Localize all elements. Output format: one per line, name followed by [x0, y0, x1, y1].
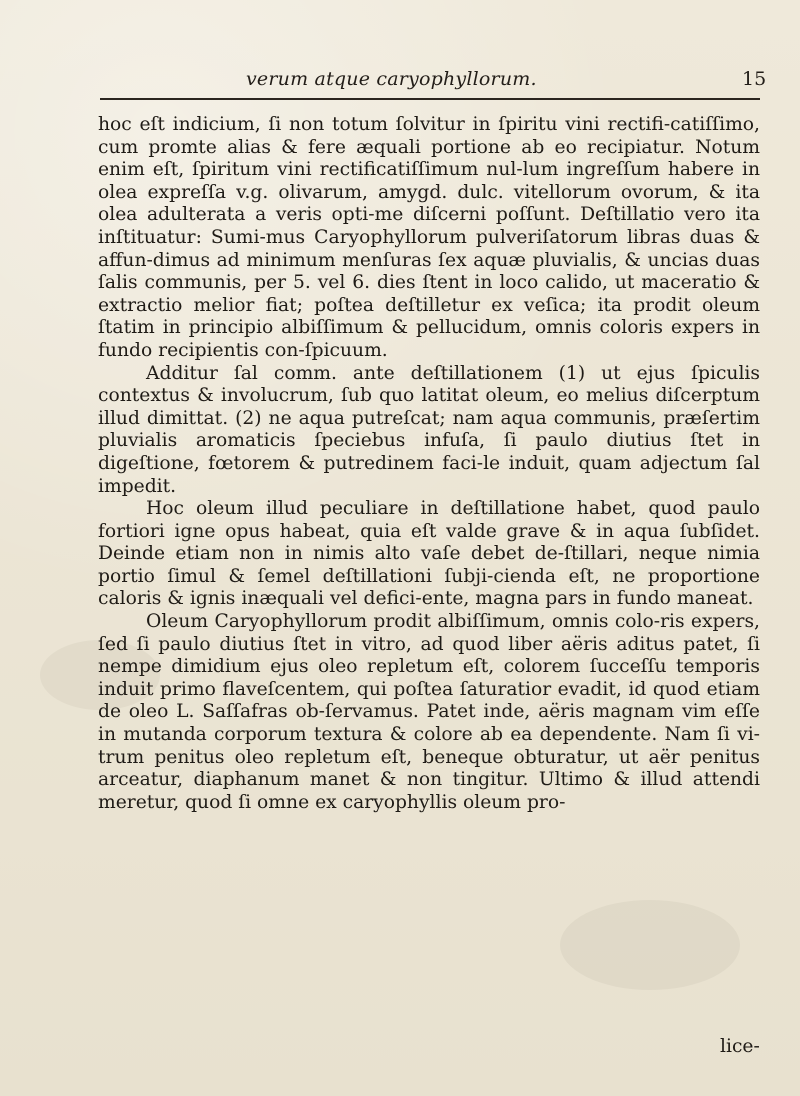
paragraph-2: Additur ſal comm. ante deſtillationem (1) ut ejus ſpiculis contextus & involucrum, ſub quo latitat oleum, eo melius diſcerptum illud dimittat. (2) ne aqua putreſcat; nam aqua communis, præſertim pluvialis aromaticis ſpeciebus infuſa, ſi paulo diutius ſtet in digeſtione, fœtorem & putredinem faci-le induit, quam adjectum ſal impedit. — [98, 362, 760, 497]
paper-stain — [560, 900, 740, 990]
catchword: lice- — [720, 1036, 760, 1057]
main-text — [98, 114, 760, 814]
header-rule — [100, 98, 760, 100]
paragraph-4: Oleum Caryophyllorum prodit albiſſimum, omnis colo-ris expers, ſed ſi paulo diutius ſtet in vitro, ad quod liber aëris aditus patet, ſi nempe dimidium ejus oleo repletum eſt, colorem ſucceſſu temporis induit primo flaveſcentem, qui poſtea ſaturatior evadit, id quod etiam de oleo L. Saſſafras ob-ſervamus. Patet inde, aëris magnam vim eſſe in mutanda corporum textura & colore ab ea dependente. Nam ſi vi-trum penitus oleo repletum eſt, beneque obturatur, ut aër penitus arceatur, diaphanum manet & non tingitur. Ultimo & illud attendi meretur, quod ſi omne ex caryophyllis oleum pro- — [98, 611, 760, 813]
page-number: 15 — [742, 68, 767, 90]
running-head — [0, 68, 800, 92]
paragraph-1: hoc eſt indicium, ſi non totum ſolvitur in ſpiritu vini rectifi-catiſſimo, cum promte alias & fere æquali portione ab eo recipiatur. Notum enim eſt, ſpiritum vini rectificatiſſimum nul-lum ingreſſum habere in olea expreſſa v.g. olivarum, amygd. dulc. vitellorum ovorum, & ita olea adulterata a veris opti-me diſcerni poſſunt. Deſtillatio vero ita inſtituatur: Sumi-mus Caryophyllorum pulveriſatorum libras duas & affun-dimus ad minimum menſuras ſex aquæ pluvialis, & uncias duas ſalis communis, per 5. vel 6. dies ſtent in loco calido, ut maceratio & extractio melior fiat; poſtea deſtilletur ex veſica; ita prodit oleum ſtatim in principio albiſſimum & pellucidum, omnis coloris expers in fundo recipientis con-ſpicuum. — [98, 114, 760, 361]
paragraph-3: Hoc oleum illud peculiare in deſtillatione habet, quod paulo fortiori igne opus habeat, quia eſt valde grave & in aqua ſubſidet. Deinde etiam non in nimis alto vaſe debet de-ſtillari, neque nimia portio ſimul & ſemel deſtillationi ſubji-cienda eſt, ne proportione caloris & ignis inæquali vel defici-ente, magna pars in fundo maneat. — [98, 498, 760, 610]
running-title: verum atque caryophyllorum. — [246, 68, 537, 90]
